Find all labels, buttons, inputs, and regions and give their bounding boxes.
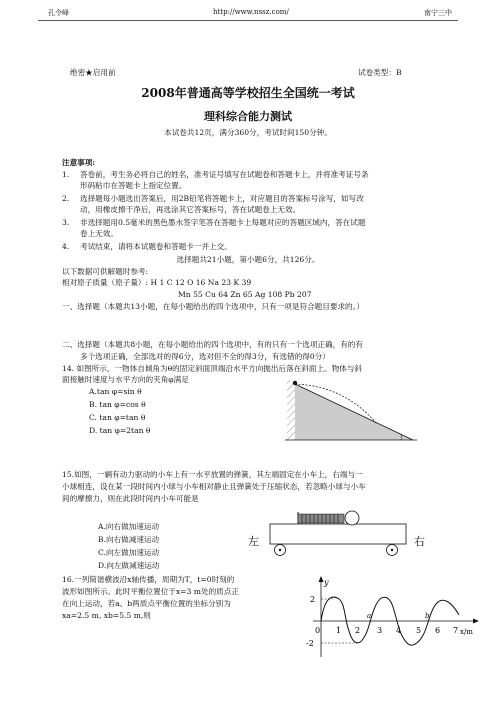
notice-heading: 注意事项: (62, 158, 96, 167)
section-one-heading: 一、选择题（本题共13小题，在每小题给出的四个选项中，只有一项是符合题目要求的。） (62, 302, 365, 311)
question-16-text: 在向上运动，若a、b两质点平衡位置的坐标分别为 (62, 599, 231, 608)
option-a[interactable]: A.向右做加速运动 (98, 522, 160, 531)
right-label: 右 (414, 535, 425, 548)
cart-body (270, 524, 406, 544)
question-14-text: 面接触时速度与水平方向的夹角φ满足 (62, 375, 189, 384)
question-16-text: xa=2.5 m, xb=5.5 m,则 (62, 611, 151, 620)
notice-item-text: 考试结束，请将本试题卷和答题卡一并上交。 (80, 242, 232, 251)
option-b[interactable]: B. tan φ=cos θ (89, 400, 146, 409)
x-tick-label: 2 (355, 626, 361, 635)
x-tick-label: 3 (377, 626, 383, 635)
select-note: 选择题共21小题，第小题6分，共126分。 (176, 255, 320, 264)
y-tick-label: -2 (306, 639, 314, 648)
x-tick-label: 0 (315, 626, 321, 635)
atomic-mass-line: 相对原子质量（原子量）: H 1 C 12 O 16 Na 23 K 39 (62, 278, 252, 287)
incline-diagram (285, 378, 425, 443)
confidential-mark: 绝密★启用前 (70, 68, 116, 77)
exam-intro: 本试卷共12页，满分360分，考试时间150分钟。 (164, 128, 332, 137)
exam-subtitle: 理科综合能力测试 (204, 110, 292, 123)
atomic-mass-line: Mn 55 Cu 64 Zn 65 Ag 108 Pb 207 (178, 290, 312, 299)
notice-item-number: 3. (62, 218, 70, 227)
header-author: 孔令峰 (48, 9, 69, 17)
spring (298, 514, 344, 523)
paper-type: 试卷类型：B (358, 68, 402, 77)
option-c[interactable]: C.向左做加速运动 (98, 548, 160, 557)
data-reference: 以下数据可供解题时参考: (62, 267, 149, 276)
notice-item-text: 选择题每小题选出答案后，用2B铅笔将答题卡上，对应题目的答案标号涂写，如写改 (80, 194, 364, 203)
section-two-heading: 二、选择题（本题共8小题，在每小题给出的四个选项中，有的只有一个选项正确，有的有 (62, 340, 363, 349)
x-tick-label: 5 (416, 626, 422, 635)
option-c[interactable]: C. tan φ=tan θ (89, 413, 146, 422)
incline-wall (287, 380, 295, 440)
x-axis-label: x/m (460, 628, 473, 636)
notice-item-text: 形码粘巾在答题卡上指定位置。 (80, 181, 187, 190)
wave-graph (303, 575, 483, 660)
notice-item-number: 2. (62, 194, 70, 203)
notice-item-text: 答卷前，考生务必将自己的姓名，准考证号填写在试题卷和答题卡上，并将准考证号条 (80, 170, 369, 179)
question-14-text: 14. 如图所示，一物体自倾角为θ的固定斜面顶端沿水平方向抛出后落在斜面上。物体与斜 (62, 364, 363, 373)
point-a-label: a (367, 612, 372, 620)
header-url[interactable]: http://www.nssz.com/ (213, 8, 289, 16)
option-a[interactable]: A.tan φ=sin θ (89, 387, 142, 396)
notice-item-text: 卷上无效。 (80, 229, 118, 238)
ball (345, 511, 359, 525)
question-16-text: 波形如图所示。此时平衡位置位于x=3 m处的质点正 (62, 587, 239, 596)
question-16-text: 16.一列简谐横波沿x轴传播，周期为T，t=0时刻的 (62, 575, 235, 584)
option-d[interactable]: D.向左做减速运动 (98, 561, 160, 570)
cart-diagram (268, 510, 408, 560)
page-header (38, 8, 458, 21)
option-d[interactable]: D. tan φ=2tan θ (89, 426, 151, 435)
x-tick-label: 6 (435, 626, 441, 635)
point-b-label: b (425, 612, 430, 620)
x-tick-label: 1 (336, 626, 342, 635)
question-15-text: 间的摩擦力，则在此段时间内小车可能是 (62, 494, 199, 503)
notice-item-number: 4. (62, 242, 70, 251)
y-tick-label: 2 (310, 595, 316, 604)
x-tick-label: 4 (396, 626, 402, 635)
y-axis-label: y (324, 578, 329, 587)
option-b[interactable]: B.向右做减速运动 (98, 535, 160, 544)
exam-title: 2008年普通高等学校招生全国统一考试 (141, 86, 355, 100)
notice-item-text: 非选择题用0.5毫米的黑色墨水签字笔答在答题卡上每题对应的答题区域内，答在试题 (80, 218, 366, 227)
header-school: 南宁三中 (424, 9, 452, 17)
notice-item-text: 动，用橡皮擦干净后，再选涂其它答案标号，答在试题卷上无效。 (80, 205, 301, 214)
x-tick-label: 7 (453, 626, 459, 635)
notice-item-number: 1. (62, 170, 70, 179)
projectile (293, 381, 297, 385)
left-label: 左 (248, 535, 259, 548)
question-15-text: 15.如图，一辆有动力驱动的小车上有一水平放置的弹簧，其左端固定在小车上，右端与一 (62, 470, 363, 479)
question-15-text: 小球相连，设在某一段时间内小球与小车相对静止且弹簧处于压缩状态，若忽略小球与小车 (62, 482, 366, 491)
section-two-heading: 多个选项正确，全部选对的得6分，选对但不全的得3分，有选错的得0分） (80, 352, 330, 361)
incline-slope (295, 380, 413, 440)
